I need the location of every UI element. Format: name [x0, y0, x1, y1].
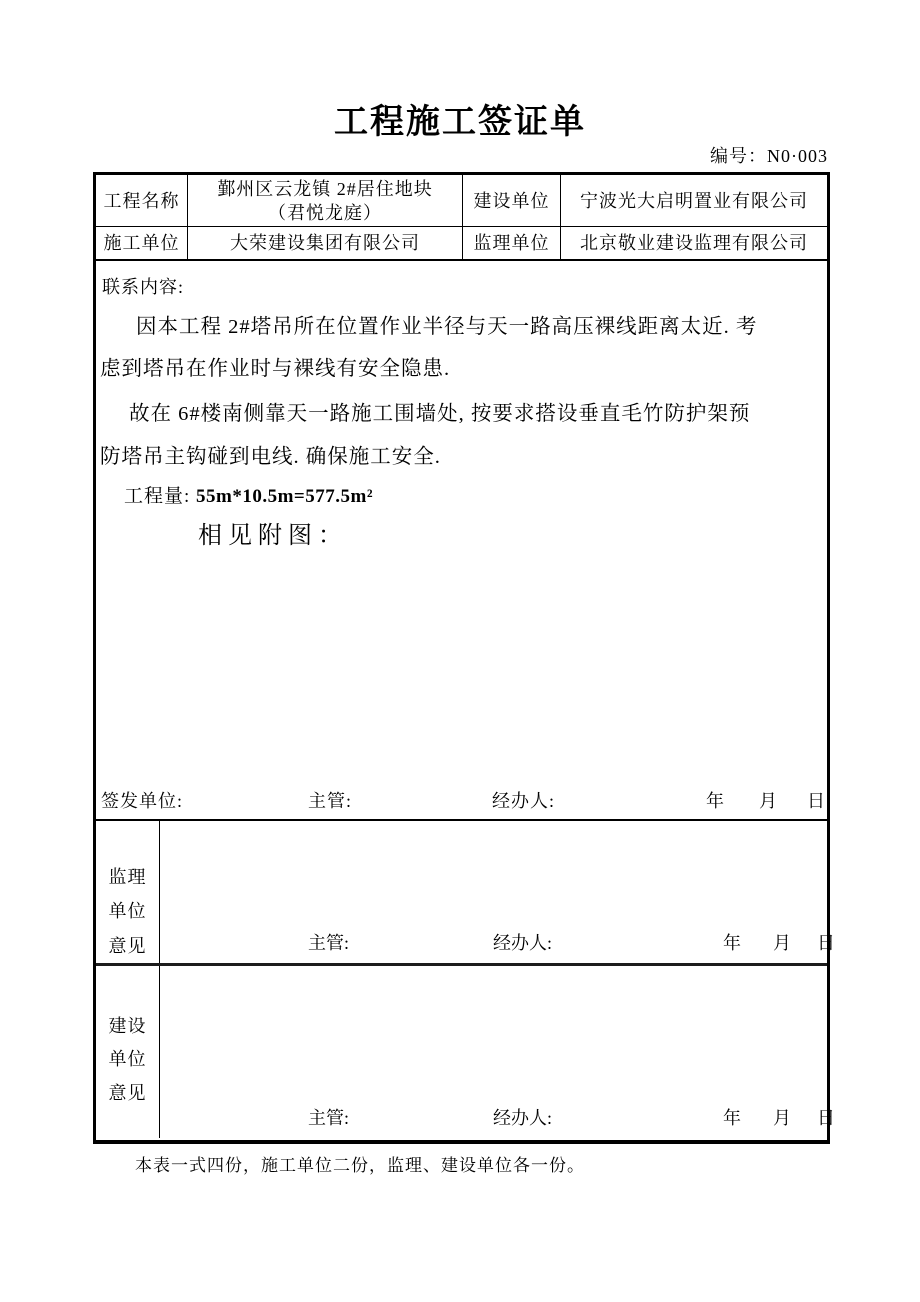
- paragraph1-line2: 虑到塔吊在作业时与裸线有安全隐患.: [100, 358, 451, 380]
- issuer-unit-label: 签发单位:: [101, 791, 184, 811]
- supervision-year-label: 年: [723, 933, 741, 953]
- owner-opinion-label: [96, 966, 160, 1138]
- contact-content-label: 联系内容:: [102, 277, 185, 297]
- project-info-row: [96, 175, 827, 227]
- supervision-label-line3: 意见: [108, 936, 147, 956]
- construction-owner-label: 建设单位: [463, 175, 561, 226]
- quantity-line: [124, 481, 373, 508]
- sign-off-form-table: [93, 172, 835, 1144]
- issuer-year-label: 年: [706, 791, 725, 811]
- supervision-unit-label: 监理单位: [463, 227, 561, 259]
- supervision-opinion-section: [96, 821, 835, 966]
- units-info-row: [96, 227, 827, 261]
- doc-number: 编号：N0·003: [710, 146, 828, 166]
- document-title: 工程施工签证单: [334, 104, 586, 141]
- owner-label-line1: 建设: [108, 1016, 147, 1036]
- supervision-unit-value: 北京敬业建设监理有限公司: [580, 233, 808, 253]
- distribution-note: 本表一式四份，施工单位二份，监理、建设单位各一份。: [135, 1156, 585, 1175]
- paragraph2-line2: 防塔吊主钩碰到电线. 确保施工安全.: [100, 446, 441, 468]
- supervision-label-line1: 监理: [108, 867, 147, 887]
- owner-month-label: 月: [773, 1108, 791, 1128]
- construction-owner-value: 宁波光大启明置业有限公司: [580, 190, 808, 211]
- owner-label-line2: 单位: [108, 1049, 147, 1069]
- contractor-label: 施工单位: [96, 227, 188, 259]
- owner-day-label: 日: [817, 1108, 835, 1128]
- contact-content-cell: [96, 261, 827, 821]
- supervision-opinion-label: [96, 821, 160, 963]
- project-name-value-line2: （君悦龙庭）: [268, 202, 382, 223]
- supervision-label-line2: 单位: [108, 901, 147, 921]
- issuer-handler-label: 经办人:: [492, 791, 556, 811]
- supervision-supervisor-label: 主管:: [308, 933, 350, 953]
- issuer-sign-row: [96, 787, 827, 809]
- supervision-day-label: 日: [817, 933, 835, 953]
- issuer-month-label: 月: [759, 791, 778, 811]
- paragraph2-line1: 故在 6#楼南侧靠天一路施工围墙处, 按要求搭设垂直毛竹防护架预: [129, 403, 751, 425]
- project-name-value-line1: 鄞州区云龙镇 2#居住地块: [217, 178, 433, 199]
- issuer-supervisor-label: 主管:: [308, 791, 353, 811]
- paragraph1-line1: 因本工程 2#塔吊所在位置作业半径与天一路高压裸线距离太近. 考: [136, 316, 758, 338]
- owner-opinion-section: [96, 966, 835, 1138]
- owner-supervisor-label: 主管:: [308, 1108, 350, 1128]
- contractor-value: 大荣建设集团有限公司: [188, 227, 463, 259]
- supervision-opinion-content: [160, 821, 835, 963]
- supervision-month-label: 月: [773, 933, 791, 953]
- issuer-day-label: 日: [807, 791, 826, 811]
- attachment-note: 相见附图：: [198, 523, 348, 549]
- quantity-value: 55m*10.5m=577.5m²: [196, 486, 374, 507]
- project-name-value: [188, 175, 463, 226]
- quantity-label: 工程量:: [124, 486, 191, 507]
- supervision-handler-label: 经办人:: [493, 933, 553, 953]
- owner-label-line3: 意见: [108, 1083, 147, 1103]
- owner-opinion-content: [160, 966, 835, 1138]
- owner-year-label: 年: [723, 1108, 741, 1128]
- owner-handler-label: 经办人:: [493, 1108, 553, 1128]
- project-name-label: 工程名称: [96, 175, 188, 226]
